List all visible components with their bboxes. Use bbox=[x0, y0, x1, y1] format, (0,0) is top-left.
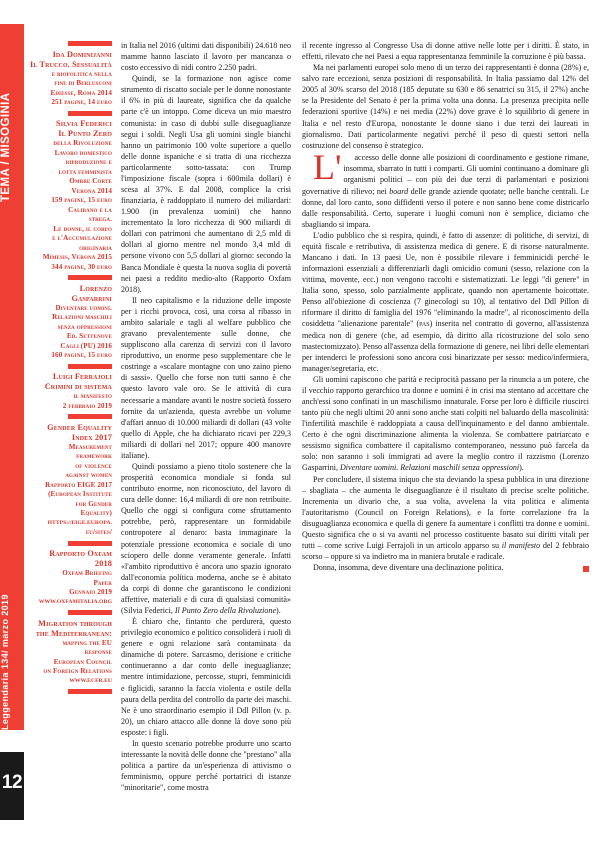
bibliography-line: Gasparrini bbox=[71, 293, 112, 303]
sidebar-divider-rule bbox=[68, 689, 112, 694]
bibliography-line: Ombre Corte bbox=[69, 177, 112, 185]
bibliography-line: Index 2017 bbox=[71, 432, 112, 442]
bibliography-line: the Mediterranean: bbox=[35, 628, 112, 638]
bibliography-line: Luigi Ferrajoli bbox=[52, 372, 112, 381]
end-of-article-mark bbox=[583, 566, 589, 572]
bibliography-line: Ediesse, Roma 2014 bbox=[50, 88, 112, 97]
bibliography-entry bbox=[26, 284, 112, 361]
article-paragraph: È chiaro che, fintanto che perdurerà, questo privilegio economico e politico consoliderà i ruoli di genere e ogni relazione sarà contaminata da dinamiche di potere. Sarcasmo, derisione e critiche continueranno a dar conto delle ineguaglianze; mentre intimidazione, percosse, stupri, femminicidi e figlicidi, saranno la faccia violenta e ostile della paura della perdita del controllo da parte dei maschi. Ne è uno straordinario esempio il Ddl Pillon (v. p. 20), un chiaro attacco alle donne là dove sono più esposte: i figli. bbox=[121, 617, 291, 737]
bibliography-line: Verona 2014 bbox=[71, 186, 112, 195]
bibliography-line: 160 pagine, 15 euro bbox=[51, 351, 112, 359]
bibliography-line: Relazioni maschili bbox=[52, 313, 112, 321]
section-label: TEMA / MISOGINIA bbox=[0, 92, 12, 202]
bibliography-line: Mimesis, Verona 2015 bbox=[42, 253, 112, 261]
bibliography-line: Le donne, il corpo bbox=[53, 224, 112, 233]
bibliography-line: Gennaio 2019 bbox=[69, 588, 112, 596]
article-column-two bbox=[302, 40, 589, 573]
article-paragraph: In questo scenario potrebbe produrre uno scarto interessante la novità delle donne che "prestano" alla politica a partire da un'esperienza di attivismo o femminismo, oppure perché portatrici di istanze "minoritarie", come mostra bbox=[121, 738, 291, 793]
bibliography-line: strega. bbox=[88, 215, 112, 223]
bibliography-line: against women bbox=[65, 471, 112, 479]
bibliography-line: Il Punto Zero bbox=[58, 129, 112, 138]
bibliography-line: Il Trucco. Sessualità bbox=[30, 59, 112, 69]
sidebar-divider-rule bbox=[68, 541, 112, 546]
bibliography-line: della Rivoluzione bbox=[53, 139, 112, 147]
bibliography-line: Measurement bbox=[68, 442, 112, 451]
bibliography-line: 2 febbraio 2019 bbox=[62, 401, 112, 410]
bibliography-line: 159 pagine, 15 euro bbox=[51, 196, 112, 204]
article-paragraph: L' accesso delle donne alle posizioni di coordinamento e gestione rimane, insomma, sbarrato in tutti i comparti. Gli uomini continuano a dominare gli organismi politici – con più dei due terzi di parlamentari e posizioni governative di rilievo; nei board delle grande aziende quotate; nelle banche centrali. Le donne, dal loro canto, sono diffidenti verso il potere e non sanno bene come districarlo dalle responsabilità. Certo, superare i luoghi comuni non è semplice, diciamo che sbagliando si impara. bbox=[302, 147, 589, 229]
bibliography-line: Diventare uomini. bbox=[55, 303, 112, 312]
sidebar-divider-rule bbox=[68, 610, 112, 615]
article-paragraph: Quindi possiamo a pieno titolo sostenere che la prosperità economica mondiale si fonda sul contributo enorme, non riconosciuto, del lavoro di cura delle donne: 16,4 miliardi di ore non retribuite. Quello che oggi si configura come sfruttamento potrebbe, però, rappresentare un formidabile contropotere al denaro: basta immaginare la potenziale pressione economica e sociale di uno sciopero delle donne veramente generale. Infatti «l'ambito riproduttivo è ancora uno spazio ignorato dall'economia politica moderna, anche se è abitato da corpi di donne che garantiscono le condizioni affettive, materiali e di cura di qualsiasi comunità» (Silvia Federici, Il Punto Zero della Rivoluzione). bbox=[121, 461, 291, 615]
bibliography-entry bbox=[26, 549, 112, 607]
article-paragraph: il recente ingresso al Congresso Usa di donne attive nelle lotte per i diritti. È stato, in effetti, rilevato che nei Paesi a equa rappresentanza femminile la corruzione è più bassa. bbox=[302, 41, 589, 62]
article-paragraph: Il neo capitalismo e la riduzione delle imposte per i ricchi provoca, così, una corsa al ribasso in ambito salariale e tagli al welfare pubblico che gravano prevalentemente sulle donne, che suppliscono alla carenza di servizi con il lavoro riproduttivo, un enorme peso supplementare che le costringe a «scalare montagne con uno zaino pieno di sassi». Quello che forse non tutti sanno è che questo lavoro vale oro. Se le attività di cura necessarie a mandare avanti le nostre società fossero fornite da un'azienda, questa avrebbe un volume d'affari annuo di 10.000 miliardi di dollari (43 volte quello di Apple, che ha dichiarato ricavi per 229,3 miliardi di dollari nel 2017; oppure 400 manovre italiane). bbox=[121, 295, 291, 460]
bibliography-line: Gender Equality bbox=[47, 422, 112, 432]
bibliography-line: eu/sites/ bbox=[85, 528, 112, 536]
article-paragraph: Per concludere, il sistema iniquo che sta deviando la spesa pubblica in una direzione – sbagliata – che aumenta le diseguaglianze è il risultato di precise scelte politiche. Incrementa un divario che, a sua volta, avvelena la vita politica e alimenta l'autoritarismo (Council on Foreign Relations), e la forte correlazione fra la disuguaglianza economica e quella di genere fa aumentare i conflitti tra donne e uomini. Questo significa che o si va avanti nel processo costituente basato sui diritti vitali per tutti – come scrive Luigi Ferrajoli in un articolo apparso su il manifesto del 2 febbraio scorso – oppure si va indietro ma in maniera brutale e radicale. bbox=[302, 474, 589, 562]
bibliography-line: e l'Accumulazione bbox=[52, 234, 112, 242]
bibliography-line: Migration through bbox=[38, 618, 112, 628]
bibliography-line: originaria bbox=[79, 243, 112, 252]
bibliography-line: Lavoro domestico bbox=[54, 148, 112, 157]
bibliography-entry bbox=[26, 423, 112, 538]
page-number: 12 bbox=[1, 772, 23, 793]
bibliography-entry bbox=[26, 619, 112, 687]
bibliography-line: 344 pagine, 30 euro bbox=[51, 262, 112, 271]
article-paragraph: Ma nei parlamenti europei solo meno di un terzo dei rappresentanti è donna (28%) e, salvo rare eccezioni, senza posizioni di responsabilità. In Italia passiamo dal 12% del 2005 al 30% scarso del 2018 (185 deputate su 630 e 86 senatrici su 315, il 27%) anche se la Presidente del Senato è per la prima volta una donna. La presenza precipita nelle federazioni sportive (14%) e nei media (22%) dove grave è lo squilibrio di genere in Italia e nel resto d'Europa, nonostante le donne siano i due terzi dei laureati in giornalismo. Dati particolarmente negativi perché il peso di questi settori nella costruzione del consenso è strategico. bbox=[302, 63, 589, 150]
bibliography-line: Crimini di sistema bbox=[44, 382, 112, 391]
sidebar-divider-rule bbox=[68, 41, 112, 46]
bibliography-line: Oxfam Briefing bbox=[62, 569, 112, 577]
sidebar-divider-rule bbox=[68, 275, 112, 280]
bibliography-line: Equality) bbox=[80, 509, 112, 517]
bibliography-line: Silvia Federici bbox=[55, 119, 112, 128]
bibliography-line: for Gender bbox=[75, 499, 112, 508]
drop-cap: L' bbox=[313, 147, 342, 188]
bibliography-line: senza oppressioni bbox=[57, 322, 112, 331]
bibliography-line: of violence bbox=[75, 461, 112, 470]
bibliography-line: on Foreign Relations bbox=[43, 667, 112, 675]
bibliography-entry bbox=[26, 119, 112, 272]
sidebar-divider-rule bbox=[68, 414, 112, 419]
bibliography-sidebar bbox=[26, 38, 112, 698]
left-rail bbox=[0, 0, 24, 845]
bibliography-line: Rapporto Oxfam bbox=[49, 549, 112, 558]
bibliography-line: response bbox=[84, 648, 112, 656]
bibliography-line: Ida Dominijanni bbox=[52, 49, 112, 59]
bibliography-line: (European Institute bbox=[48, 490, 112, 498]
bibliography-line: e biopolitica nella bbox=[51, 69, 112, 78]
bibliography-line: WWW.OXFAMITALIA.ORG bbox=[38, 598, 112, 605]
bibliography-line: 251 pagine, 14 euro bbox=[51, 98, 112, 106]
sidebar-divider-rule bbox=[68, 111, 112, 116]
bibliography-line: Paper bbox=[93, 578, 112, 587]
bibliography-entry bbox=[26, 372, 112, 411]
article-paragraph: Donna, insomma, deve diventare una declinazione politica. bbox=[302, 562, 589, 573]
article-paragraph: L'odio pubblico che si respira, quindi, è fatto di assenze: di politiche, di servizi, di equità fiscale e retributiva, di assistenza medica di genere. E di risorse naturalmente. Mancano i dati. In 13 paesi Ue, non è possibile rilevare i femminicidi perché le informazioni essenziali a differenziarli dagli omicidio comuni (sesso, relazione con la vittima, movente, ecc.) non vengono raccolti e sistematizzati. Le leggi "di genere" in Italia sono, spesso, solo parzialmente applicate, quando non apertamente boicottate. Penso all'obiezione di coscienza (7 ginecologi su 10), al tentativo del Ddl Pillon di riformare il diritto di famiglia del 1976 "eliminando la madre", al riconoscimento della cosiddetta "alienazione parentale" (pas) inserita nel contratto di governo, all'assistenza medica non di genere (che, ad esempio, dà diritto alla ricostruzione del solo seno mastectomizzato). Penso all'assenza della formazione di genere, nei libri delle elementari per intenderci le professioni sono ancora così binarizzate per sesso: medico/infermiera, manager/segretaria, etc. bbox=[302, 230, 589, 373]
article-paragraph: in Italia nel 2016 (ultimi dati disponibili) 24.618 neo mamme hanno lasciato il lavoro per mancanza o costo eccessivo di nidi contro 2.250 padri. bbox=[121, 41, 291, 73]
bibliography-line: mapping the EU bbox=[62, 638, 112, 647]
bibliography-line: European Council bbox=[53, 657, 112, 666]
bibliography-line: WWW.ECFR.EU bbox=[69, 677, 112, 684]
bibliography-line: fine di Berlusconi bbox=[54, 79, 112, 87]
bibliography-line: lotta femminista bbox=[58, 167, 112, 176]
article-column-one bbox=[121, 40, 291, 793]
article-paragraph: Quindi, se la formazione non agisce come strumento di riscatto sociale per le donne nonostante il 6% in più di laureate, significa che da qualche parte c'è un intoppo. Come diceva un mio maestro comunista: in caso di dubbi sulle diseguaglianze segui i soldi. Negli Usa gli uomini single bianchi hanno un patrimonio 100 volte superiore a quello delle donne ispaniche e si tratta di una ricchezza particolarmente sotto-tassata: con Trump l'imposizione fiscale (sopra i 600mila dollari) è scesa al 37%. E dal 2008, complice la crisi finanziaria, è raddoppiato il numero dei miliardari: 1.900 (in prevalenza uomini) che hanno incrementato la loro ricchezza di 900 miliardi di dollari con patrimoni che aumentano di 2,5 mld di dollari al giorno mentre nel mondo 3,4 mld di persone vivono con 5,5 dollari al giorno: secondo la Banca Mondiale è questa la nuova soglia di povertà nei paesi a reddito medio-alto (Rapporto Oxfam 2018). bbox=[121, 74, 291, 294]
bibliography-line: Calibano e la bbox=[68, 205, 112, 214]
article-paragraph: Gli uomini capiscono che parità e reciprocità passano per la rinuncia a un potere, che il vecchio rapporto gerarchico tra donne e uomini è in crisi ma stentano ad accettare che anch'essi sono confinati in un maschilismo innaturale. Forse per loro è difficile riuscirci tanto più che negli ultimi 20 anni sono anche stati colpiti nel baluardo della mascolinità: l'infertilità maschile è raddoppiata a causa dell'inquinamento e del danno ambientale. Certo è che ogni discriminazione alimenta la violenza. Se combattere patriarcato e sessismo significa combattere il capitalismo contemporaneo, nessuno può farcela da solo: non saranno i soli immigrati ad avere la meglio contro il razzismo (Lorenzo Gasparrini, Diventare uomini. Relazioni maschili senza oppressioni). bbox=[302, 374, 589, 473]
bibliography-line: framework bbox=[76, 452, 112, 460]
bibliography-entry bbox=[26, 50, 112, 108]
bibliography-line: riproduzione e bbox=[65, 158, 112, 166]
bibliography-line: 2018 bbox=[94, 559, 112, 568]
bibliography-line: HTTPS://EIGE.EUROPA. bbox=[47, 519, 112, 526]
bibliography-line: Rapporto EIGE 2017 bbox=[45, 480, 112, 489]
issue-label: Leggendaria 134/ marzo 2019 bbox=[0, 594, 10, 730]
sidebar-divider-rule bbox=[68, 364, 112, 369]
bibliography-line: Ed. Settenove bbox=[66, 332, 112, 340]
bibliography-line: Cagli (PU) 2016 bbox=[60, 341, 112, 350]
bibliography-line: il manifesto bbox=[73, 392, 112, 400]
bibliography-line: Lorenzo bbox=[79, 283, 112, 293]
